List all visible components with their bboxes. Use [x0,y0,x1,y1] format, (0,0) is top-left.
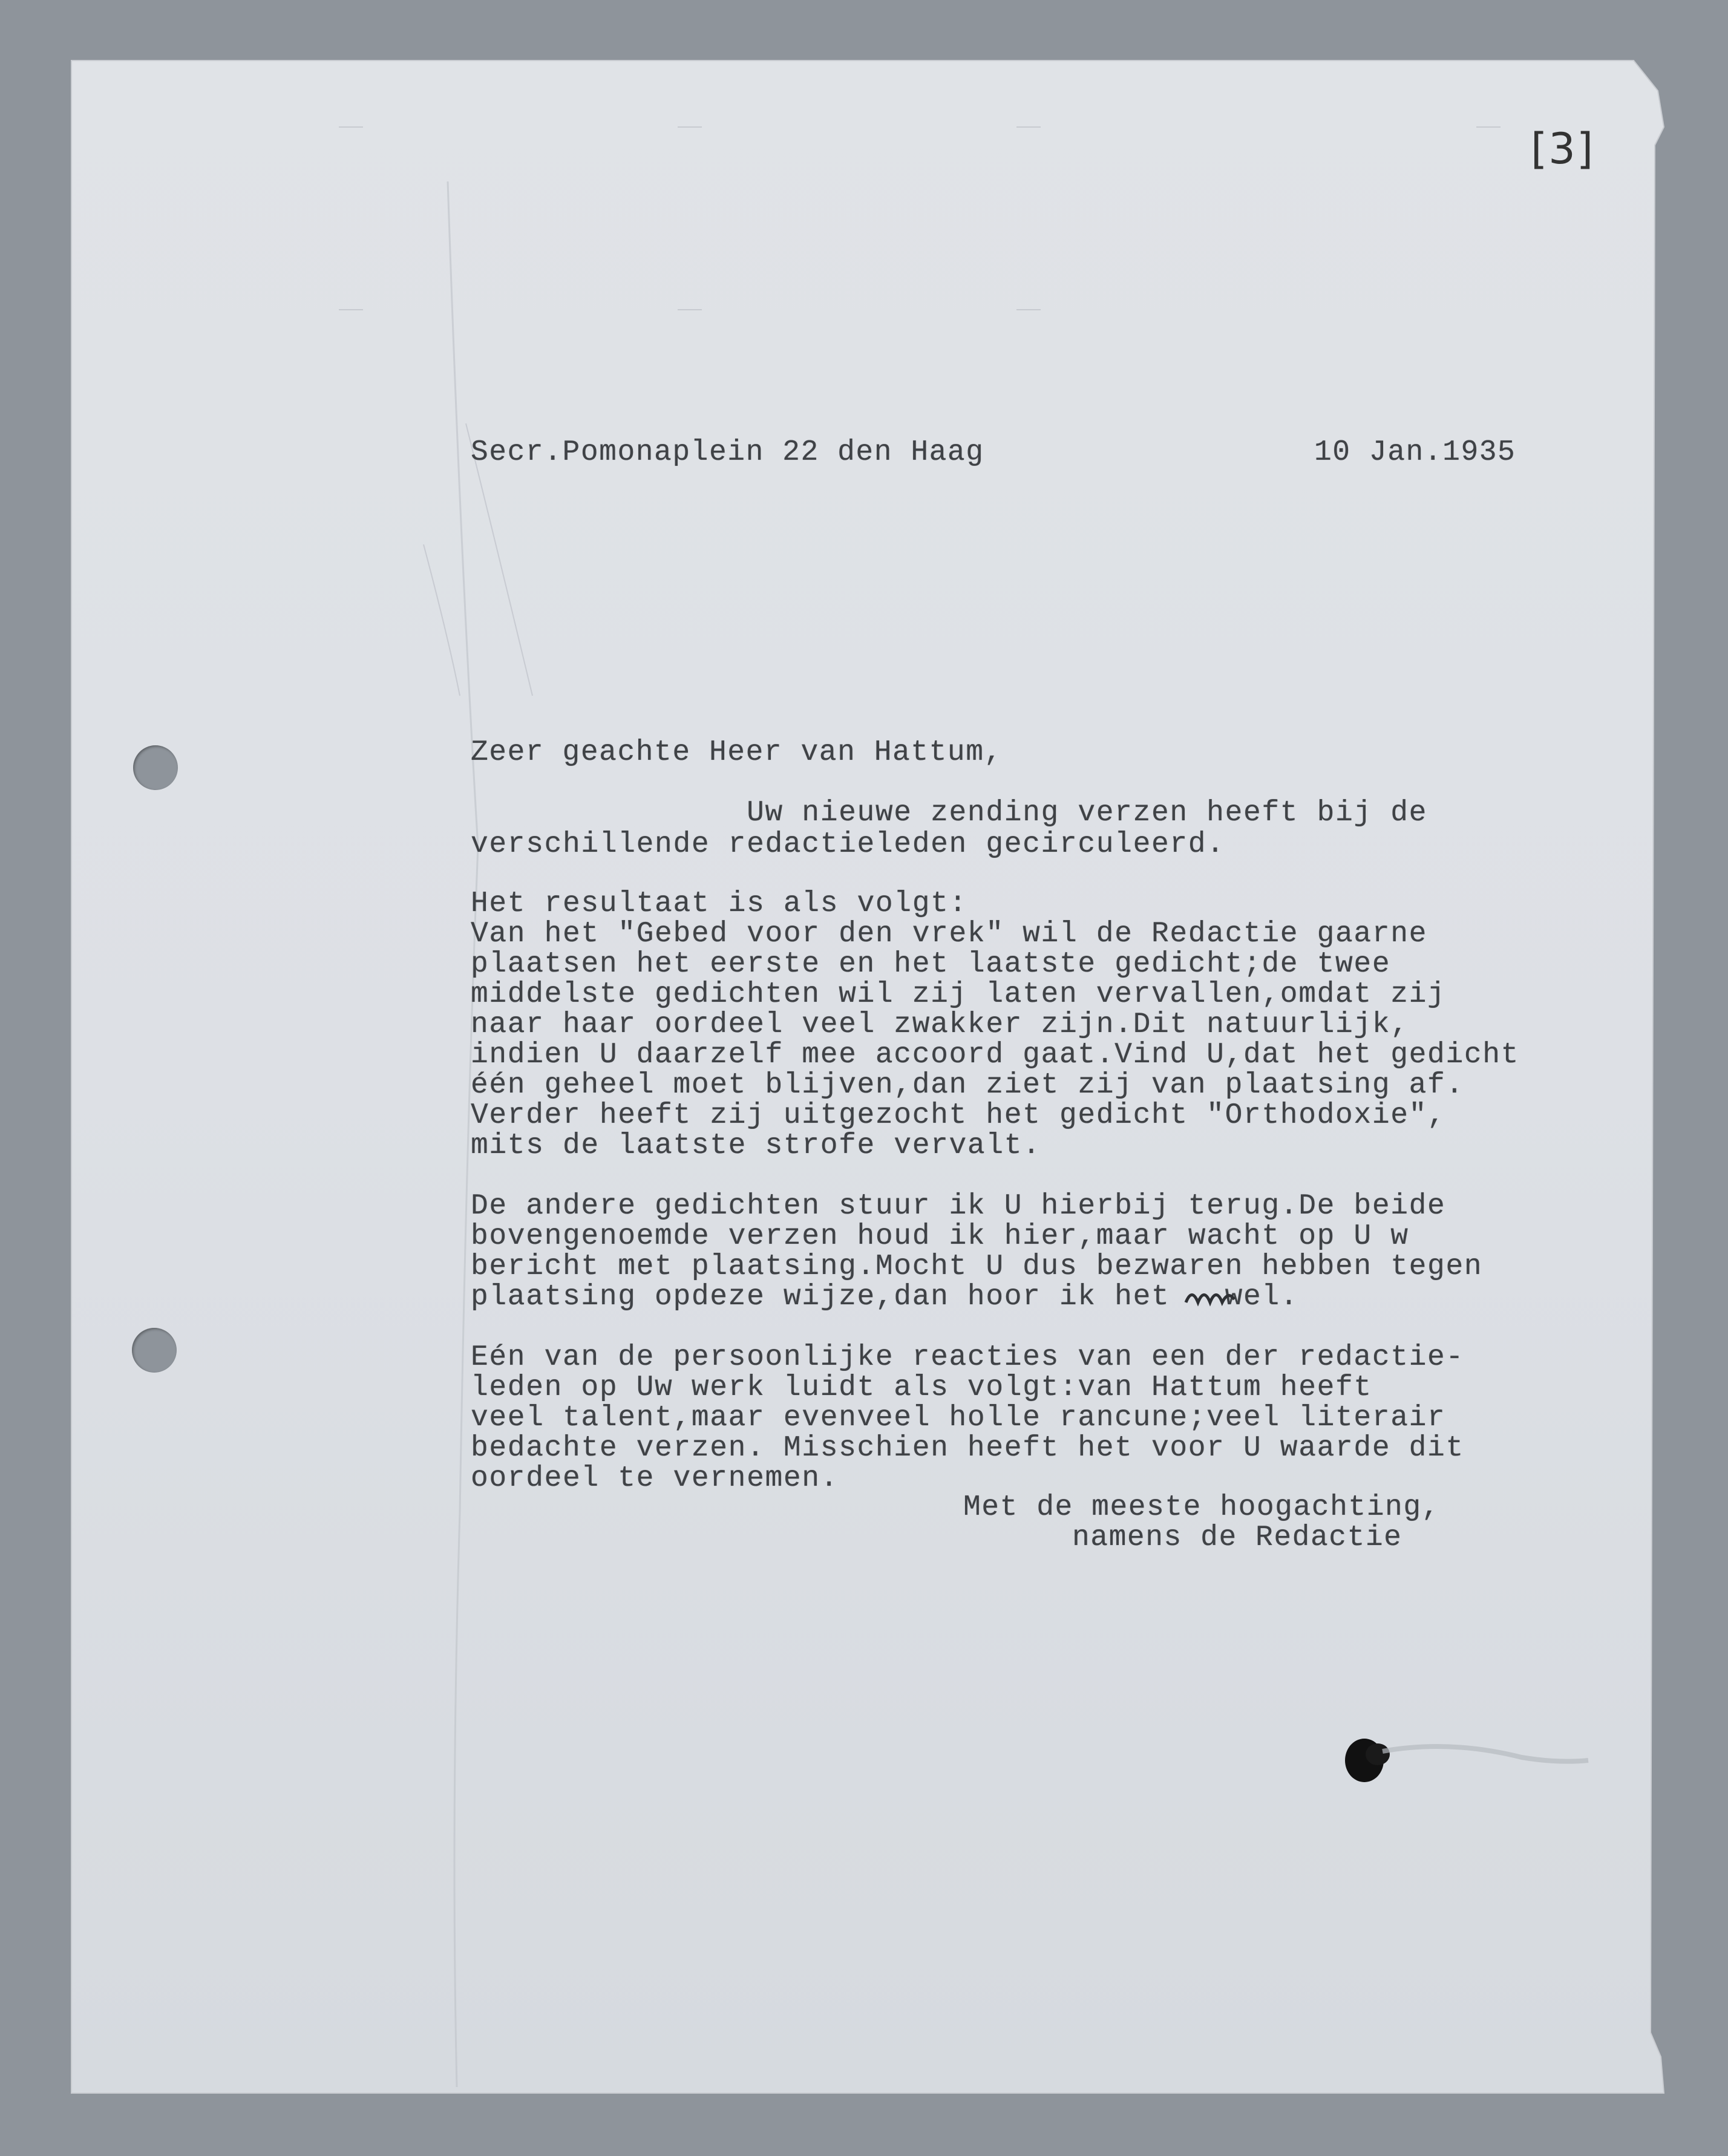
body-line: één geheel moet blijven,dan ziet zij van plaatsing af. [471,1069,1464,1102]
body-line: indien U daarzelf mee accoord gaat.Vind U,dat het gedicht [471,1039,1520,1071]
body-line: bericht met plaatsing.Mocht U dus bezwaren hebben tegen [471,1250,1483,1283]
closing-greeting: Met de meeste hoogachting, [963,1491,1440,1524]
body-line: naar haar oordeel veel zwakker zijn.Dit natuurlijk, [471,1008,1409,1041]
body-line: Het resultaat is als volgt: [471,887,967,920]
body-line: Verder heeft zij uitgezocht het gedicht "Orthodoxie", [471,1099,1446,1132]
salutation: Zeer geachte Heer van Hattum, [471,736,1003,769]
page-number-marker: [3] [1531,124,1595,174]
body-line: verschillende redactieleden gecirculeerd. [471,828,1225,861]
closing-signature-line: namens de Redactie [1072,1521,1402,1554]
ink-blot [1340,1727,1594,1794]
body-line: Eén van de persoonlijke reacties van een der redactie- [471,1341,1464,1374]
body-line: Van het "Gebed voor den vrek" wil de Redactie gaarne [471,918,1428,950]
body-line: plaatsing opdeze wijze,dan hoor ik het wel. [471,1281,1299,1313]
body-line: veel talent,maar evenveel holle rancune;veel literair [471,1402,1446,1434]
body-line: leden op Uw werk luidt als volgt:van Hattum heeft [471,1371,1372,1404]
body-line: bedachte verzen. Misschien heeft het voor U waarde dit [471,1432,1464,1465]
body-line: De andere gedichten stuur ik U hierbij terug.De beide [471,1190,1446,1223]
body-line: Uw nieuwe zending verzen heeft bij de [471,797,1428,829]
body-line: middelste gedichten wil zij laten vervallen,omdat zij [471,978,1446,1011]
sender-address: Secr.Pomonaplein 22 den Haag [471,436,984,469]
body-line: mits de laatste strofe vervalt. [471,1129,1041,1162]
punch-hole-top [133,745,178,790]
punch-hole-bottom [132,1328,177,1373]
body-line: oordeel te vernemen. [471,1462,839,1495]
struck-out-word [1183,1281,1237,1312]
body-line: plaatsen het eerste en het laatste gedicht;de twee [471,948,1391,981]
letter-date: 10 Jan.1935 [1314,436,1516,469]
body-line: bovengenoemde verzen houd ik hier,maar wacht op U w [471,1220,1409,1253]
